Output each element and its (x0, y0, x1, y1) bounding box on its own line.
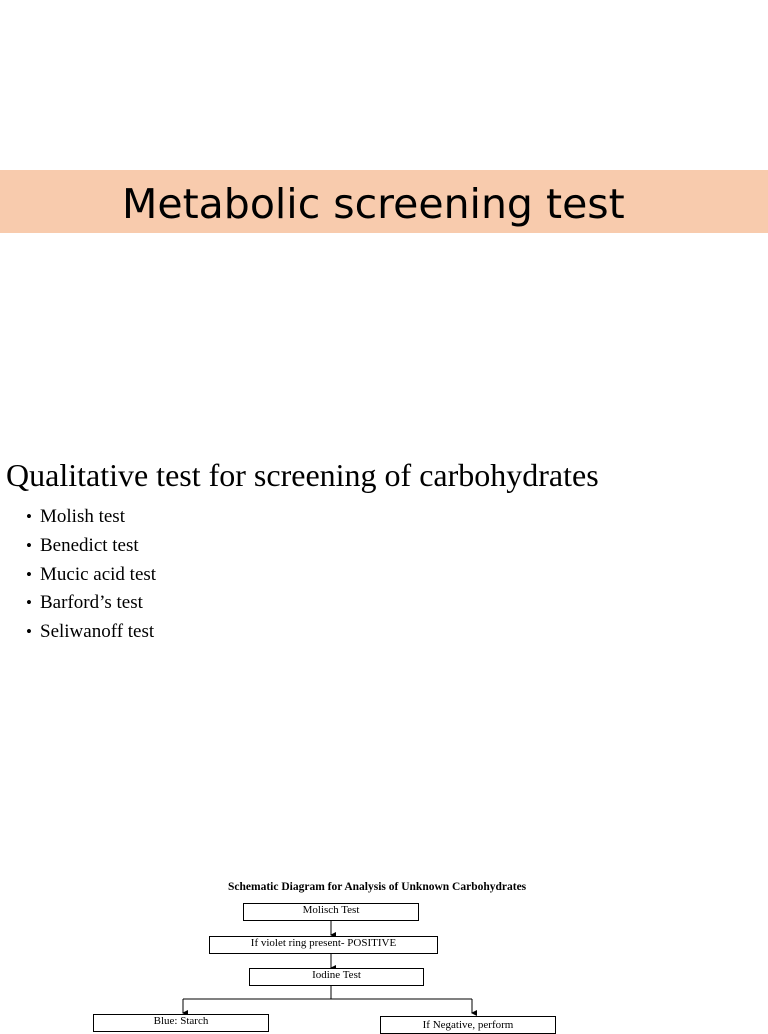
node-violet-ring: If violet ring present- POSITIVE (209, 936, 438, 954)
slide-title: Metabolic screening test (122, 180, 625, 228)
bullet-icon: • (26, 564, 32, 584)
bullet-icon: • (26, 622, 32, 642)
list-item-label: Seliwanoff test (40, 621, 155, 643)
node-molisch-test: Molisch Test (243, 903, 419, 921)
bullet-icon: • (26, 535, 32, 555)
node-iodine-test: Iodine Test (249, 968, 424, 986)
list-item-label: Benedict test (40, 534, 139, 556)
carbohydrate-flow-diagram (0, 870, 768, 1031)
node-if-negative: If Negative, perform (380, 1016, 556, 1034)
list-item-label: Molish test (40, 506, 125, 527)
section-heading: Qualitative test for screening of carbohydrates (6, 457, 599, 493)
node-blue-starch: Blue: Starch (93, 1014, 269, 1032)
list-item (26, 503, 156, 532)
bullet-icon: • (26, 593, 32, 613)
list-item-label: Mucic acid test (40, 563, 157, 585)
list-item (26, 532, 156, 561)
list-item (26, 618, 156, 647)
list-item-label: Barford’s test (40, 592, 143, 614)
diagram-title: Schematic Diagram for Analysis of Unknown Carbohydrates (228, 881, 527, 893)
list-item (26, 561, 156, 590)
bullet-icon: • (26, 507, 32, 526)
list-item (26, 589, 156, 618)
test-list (26, 503, 156, 647)
